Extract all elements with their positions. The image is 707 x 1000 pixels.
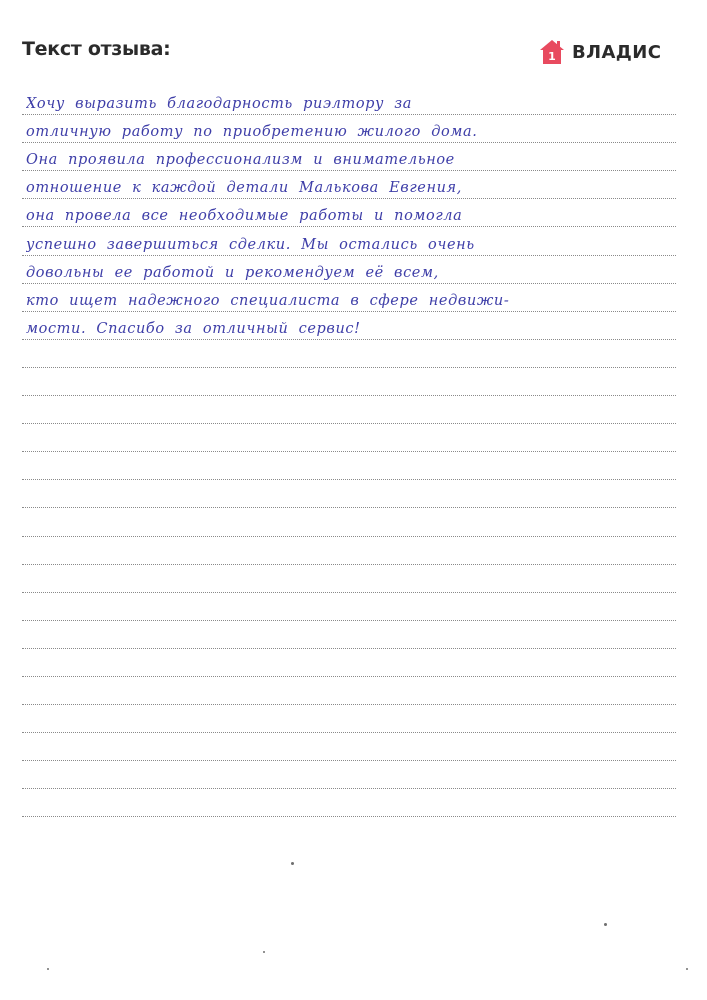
review-line bbox=[22, 115, 676, 143]
review-line-text: довольны ее работой и рекомендуем её всем, bbox=[26, 264, 439, 281]
svg-text:1: 1 bbox=[548, 50, 556, 63]
review-line-text: кто ищет надежного специалиста в сфере недвижи- bbox=[26, 292, 510, 309]
review-line-text: мости. Спасибо за отличный сервис! bbox=[26, 320, 361, 337]
review-line bbox=[22, 733, 676, 761]
review-line-text: Хочу выразить благодарность риэлтору за bbox=[26, 96, 413, 113]
review-line bbox=[22, 677, 676, 705]
page-title: Текст отзыва: bbox=[22, 38, 171, 60]
review-line bbox=[22, 593, 676, 621]
brand-name: ВЛАДИС bbox=[572, 41, 662, 63]
review-line bbox=[22, 649, 676, 677]
review-line-text: отношение к каждой детали Малькова Евгения, bbox=[26, 180, 462, 197]
house-logo-icon bbox=[538, 38, 566, 66]
review-lines bbox=[22, 87, 676, 817]
review-line bbox=[22, 256, 676, 284]
brand-logo bbox=[538, 38, 661, 66]
review-line bbox=[22, 621, 676, 649]
review-line bbox=[22, 452, 676, 480]
review-line bbox=[22, 396, 676, 424]
review-line-text: успешно завершиться сделки. Мы остались очень bbox=[26, 236, 475, 253]
review-line bbox=[22, 761, 676, 789]
review-line bbox=[22, 368, 676, 396]
review-line bbox=[22, 284, 676, 312]
review-line bbox=[22, 87, 676, 115]
review-line bbox=[22, 171, 676, 199]
review-line bbox=[22, 227, 676, 255]
review-line-text: Она проявила профессионализм и внимательное bbox=[26, 152, 455, 169]
review-line bbox=[22, 143, 676, 171]
review-line bbox=[22, 199, 676, 227]
review-line bbox=[22, 537, 676, 565]
review-line-text: отличную работу по приобретению жилого дома. bbox=[26, 124, 478, 141]
review-line bbox=[22, 312, 676, 340]
review-line bbox=[22, 424, 676, 452]
review-line bbox=[22, 705, 676, 733]
review-line bbox=[22, 508, 676, 536]
review-line-text: она провела все необходимые работы и помогла bbox=[26, 208, 463, 225]
review-line bbox=[22, 565, 676, 593]
review-line bbox=[22, 480, 676, 508]
review-line bbox=[22, 340, 676, 368]
review-line bbox=[22, 789, 676, 817]
